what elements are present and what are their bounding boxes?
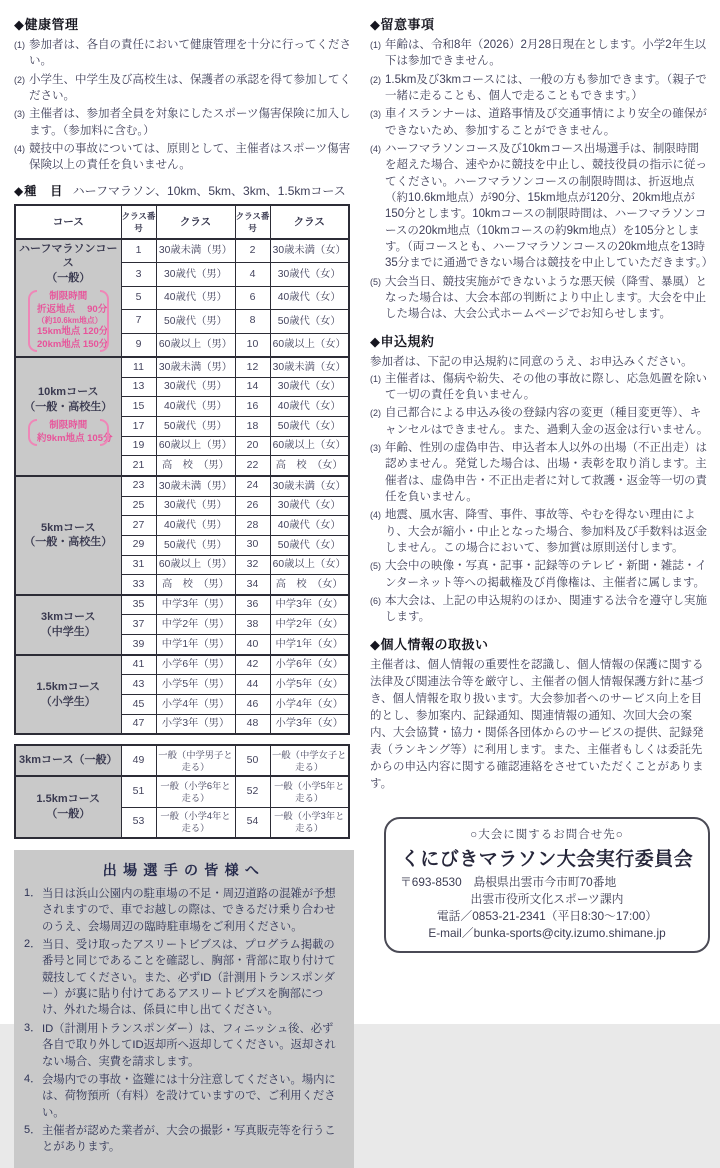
entrants-notice-box [14,850,354,1168]
class-number-cell: 32 [235,555,270,575]
class-number-cell: 8 [235,310,270,333]
health-items [14,37,354,174]
class-label-cell: 小学5年（女） [270,675,349,695]
class-number-cell: 40 [235,635,270,655]
table-row [15,655,349,675]
class-number-cell: 4 [235,263,270,286]
class-label-cell: 50歳代（女） [270,417,349,437]
terms-item [370,593,710,626]
class-table [14,204,350,736]
class-label-cell: 一般（中学男子と走る） [156,745,235,776]
class-label-cell: 小学4年（女） [270,695,349,715]
contact-postal-address: 〒693-8530 島根県出雲市今市町70番地 [400,874,617,889]
privacy-title: ◆個人情報の取扱い [370,636,489,652]
item-marker: (1) [370,40,381,50]
class-number-cell: 15 [121,397,156,417]
class-label-cell: 30歳未満（男） [156,239,235,263]
course-name: 3kmコース [41,610,96,623]
item-marker: (6) [370,595,381,606]
table-row [15,595,349,615]
class-number-cell: 2 [235,239,270,263]
time-limit-line: 15km地点 120分 [37,326,109,338]
notes-item [370,72,710,105]
item-marker: (2) [370,74,381,85]
class-number-cell: 28 [235,516,270,536]
class-label-cell: 中学2年（女） [270,615,349,635]
class-label-cell: 40歳代（女） [270,397,349,417]
class-number-cell: 21 [121,456,156,476]
class-number-cell: 54 [235,807,270,838]
time-limit-line: 折返地点 90分 [37,303,108,315]
class-number-cell: 48 [235,714,270,734]
item-text: ID（計測用トランスポンダー）は、フィニッシュ後、必ず各自で取り外してID返却所へ返却してください。返却されない場合、実費を請求します。 [42,1022,336,1068]
course-name: ハーフマラソンコース [19,242,118,270]
course-cell [15,776,121,837]
class-label-cell: 30歳代（女） [270,496,349,516]
table-row [15,239,349,263]
time-limit-title: 制限時間 [49,291,88,303]
class-number-cell: 7 [121,310,156,333]
class-label-cell: 高 校 （女） [270,575,349,595]
table-row [15,776,349,807]
notes-title: ◆留意事項 [370,17,435,32]
class-label-cell: 中学1年（男） [156,635,235,655]
health-item [14,72,354,105]
class-label-cell: 60歳以上（男） [156,555,235,575]
entrants-notice-item [24,1123,344,1156]
class-label-cell: 中学1年（女） [270,635,349,655]
class-label-cell: 30歳未満（男） [156,476,235,496]
class-label-cell: 高 校 （女） [270,456,349,476]
item-marker: (3) [14,109,25,120]
class-label-cell: 30歳代（男） [156,377,235,397]
class-label-cell: 一般（中学女子と走る） [270,745,349,776]
contact-email: E-mail／bunka-sports@city.izumo.shimane.jp [428,925,666,940]
course-subname: （小学生） [40,695,96,708]
class-label-cell: 30歳代（男） [156,263,235,286]
terms-item [370,558,710,591]
class-label-cell: 小学3年（女） [270,714,349,734]
contact-box [384,817,710,953]
class-number-cell: 19 [121,436,156,456]
table-row [15,476,349,496]
class-label-cell: 小学5年（男） [156,675,235,695]
course-cell [15,239,121,358]
class-number-cell: 33 [121,575,156,595]
class-label-cell: 一般（小学4年と走る） [156,807,235,838]
class-number-cell: 29 [121,535,156,555]
item-marker: (3) [370,109,381,120]
item-marker: (1) [14,40,25,50]
health-section [14,14,354,174]
entrants-notice-item [24,1021,344,1070]
terms-item [370,507,710,556]
notes-section [370,14,714,323]
health-item [14,106,354,139]
item-text: 1.5km及び3kmコースには、一般の方も参加できます。（親子で一緒に走ることも、個人で走ることもできます。） [385,73,707,102]
class-label-cell: 60歳以上（男） [156,436,235,456]
class-label-cell: 40歳代（男） [156,286,235,309]
class-label-cell: 小学4年（男） [156,695,235,715]
left-column [14,12,354,1154]
contact-organization: くにびきマラソン大会実行委員会 [400,848,694,870]
class-number-cell: 5 [121,286,156,309]
entrants-notice-items [24,886,344,1156]
item-marker: 4． [24,1072,42,1085]
table-row [15,745,349,776]
events-label: ◆種 目 [14,183,64,198]
class-number-cell: 50 [235,745,270,776]
class-label-cell: 小学3年（男） [156,714,235,734]
contact-title: ○大会に関するお問合せ先○ [470,828,624,841]
health-title: ◆健康管理 [14,17,79,32]
class-label-cell: 50歳代（男） [156,417,235,437]
health-item [14,37,354,70]
col-header-course: コース [15,205,121,239]
class-number-cell: 49 [121,745,156,776]
course-subname: （一般） [46,808,91,821]
class-number-cell: 31 [121,555,156,575]
class-label-cell: 30歳未満（男） [156,357,235,377]
item-marker: 3． [24,1021,42,1034]
class-number-cell: 53 [121,807,156,838]
entrants-notice-item [24,886,344,935]
item-text: 大会当日、競技実施ができないような悪天候（降雪、暴風）となった場合は、大会本部の判断により中止します。大会を中止した場合は、大会公式ホームページでお知らせします。 [385,275,707,321]
class-label-cell: 50歳代（男） [156,535,235,555]
item-text: 小学生、中学生及び高校生は、保護者の承認を得て参加してください。 [29,73,351,102]
class-number-cell: 46 [235,695,270,715]
class-label-cell: 中学3年（女） [270,595,349,615]
item-marker: (4) [370,143,381,154]
class-number-cell: 12 [235,357,270,377]
item-marker: (2) [14,74,25,85]
item-marker: (3) [370,442,381,453]
item-marker: (5) [370,561,381,572]
terms-item [370,405,710,438]
class-label-cell: 50歳代（男） [156,310,235,333]
class-label-cell: 中学3年（男） [156,595,235,615]
entrants-notice-item [24,1072,344,1121]
class-number-cell: 39 [121,635,156,655]
class-label-cell: 30歳代（女） [270,377,349,397]
item-marker: (4) [14,143,25,154]
class-table-header-row [15,205,349,239]
course-name: 3kmコース（一般） [19,754,118,767]
class-number-cell: 11 [121,357,156,377]
class-label-cell: 30歳代（女） [270,263,349,286]
col-header-class-2: クラス [270,205,349,239]
class-number-cell: 44 [235,675,270,695]
class-number-cell: 27 [121,516,156,536]
item-text: 本大会は、上記の申込規約のほか、関連する法令を遵守し実施します。 [385,594,707,624]
terms-intro: 参加者は、下記の申込規約に同意のうえ、お申込みください。 [370,355,693,368]
class-label-cell: 60歳以上（女） [270,436,349,456]
item-text: 年齢は、令和8年（2026）2月28日現在とします。小学2年生以下は参加できません。 [385,39,707,68]
class-label-cell: 60歳以上（女） [270,333,349,357]
time-limit-line: 20km地点 150分 [37,338,109,350]
events-text: ハーフマラソン、10km、5km、3km、1.5kmコース [72,183,346,198]
class-label-cell: 50歳代（女） [270,535,349,555]
class-label-cell: 40歳代（男） [156,397,235,417]
item-text: 競技中の事故については、原則として、主催者はスポーツ傷害保険以上の責任を負いません。 [29,142,351,172]
right-column [370,12,714,1014]
class-number-cell: 25 [121,496,156,516]
class-number-cell: 20 [235,436,270,456]
col-header-class: クラス [156,205,235,239]
class-number-cell: 9 [121,333,156,357]
class-number-cell: 6 [235,286,270,309]
class-label-cell: 30歳未満（女） [270,476,349,496]
class-number-cell: 51 [121,776,156,807]
course-subname: （一般・高校生） [24,536,113,549]
item-marker: (4) [370,510,381,521]
class-label-cell: 40歳代（女） [270,516,349,536]
course-cell [15,745,121,776]
col-header-class-number: クラス番号 [121,205,156,239]
terms-item [370,440,710,505]
class-number-cell: 43 [121,675,156,695]
entrants-notice-item [24,937,344,1019]
contact-address-2: 出雲市役所文化スポーツ課内 [470,891,624,906]
class-number-cell: 22 [235,456,270,476]
terms-item [370,371,710,404]
events-line [14,182,354,199]
course-subname: （中学生） [40,625,96,638]
item-text: 主催者は、参加者全員を対象にしたスポーツ傷害保険に加入します。（参加料に含む。） [29,108,351,137]
item-marker: (1) [370,373,381,384]
time-limit-line: 約9km地点 105分 [37,432,113,444]
class-label-cell: 一般（小学6年と走る） [156,776,235,807]
class-number-cell: 13 [121,377,156,397]
class-label-cell: 中学2年（男） [156,615,235,635]
general-class-table [14,744,350,838]
item-text: 車イスランナーは、道路事情及び交通事情により安全の確保ができないため、参加することができません。 [385,108,707,137]
class-number-cell: 18 [235,417,270,437]
item-text: 会場内での事故・盗難には十分注意してください。場内には、荷物預所（有料）を設けていますので、ご利用ください。 [42,1073,336,1119]
item-marker: 5． [24,1124,42,1137]
class-number-cell: 36 [235,595,270,615]
item-marker: (2) [370,408,381,419]
class-label-cell: 30歳未満（女） [270,357,349,377]
course-name: 1.5kmコース [36,793,101,806]
class-number-cell: 14 [235,377,270,397]
class-number-cell: 37 [121,615,156,635]
class-number-cell: 17 [121,417,156,437]
course-cell [15,476,121,595]
item-text: 年齢、性別の虚偽申告、申込者本人以外の出場（不正出走）は認めません。発覚した場合は、出場・表彰を取り消します。主催者は、虚偽申告・不正出走者に対して救護・返金等一切の責任を負いません。 [385,441,707,503]
class-number-cell: 16 [235,397,270,417]
notes-item [370,106,710,139]
item-marker: 2． [24,937,42,950]
class-label-cell: 一般（小学3年と走る） [270,807,349,838]
privacy-text: 主催者は、個人情報の重要性を認識し、個人情報の保護に関する法律及び関連法令等を厳守し、主催者の個人情報保護方針に基づき、個人情報を取り扱います。大会参加者へのサービス向上を目的とし、参加案内、記録通知、関連情報の通知、次回大会の案内、大会協賛・協力・関係各団体からのサービスの提供、記録発表（ランキング等）に利用します。また、主催者もしくは委託先からの申込内容に関する確認連絡をさせていただくことがあります。 [370,658,704,790]
class-number-cell: 23 [121,476,156,496]
item-text: 当日、受け取ったアスリートビブスは、プログラム掲載の番号と同じであることを確認し、胸部・背部に取り付けて競技してください。また、必ずID（計測用トランスポンダー）が裏に貼り付けてあるアスリートビブスを胸部につけ、外れた場合は、係員に申し出てください。 [42,938,336,1017]
course-subname: （一般） [46,272,91,285]
item-text: 自己都合による申込み後の登録内容の変更（種目変更等）、キャンセルはできません。また、過剰入金の返金は行いません。 [385,407,709,436]
class-label-cell: 一般（小学5年と走る） [270,776,349,807]
general-class-table-body [15,745,349,837]
class-number-cell: 24 [235,476,270,496]
course-name: 10kmコース [37,386,99,399]
time-limit-title: 制限時間 [49,419,88,431]
class-label-cell: 50歳代（女） [270,310,349,333]
class-label-cell: 40歳代（女） [270,286,349,309]
contact-phone: 電話／0853-21-2341（平日8:30〜17:00） [436,908,658,923]
terms-section [370,331,710,626]
course-cell [15,655,121,735]
class-label-cell: 高 校 （男） [156,456,235,476]
terms-items [370,371,710,626]
item-text: 地震、風水害、降雪、事件、事故等、やむを得ない理由により、大会が縮小・中止となった場合、参加料及び手数料は返金しません。この場合において、参加賞は原則送付します。 [385,509,707,554]
notes-items [370,37,714,323]
class-number-cell: 10 [235,333,270,357]
class-number-cell: 26 [235,496,270,516]
item-text: 当日は浜山公園内の駐車場の不足・周辺道路の混雑が予想されますので、車でお越しの際は、できるだけ乗り合わせのうえ、会場周辺の臨時駐車場をご利用ください。 [42,887,336,933]
item-marker: 1． [24,886,42,899]
class-number-cell: 52 [235,776,270,807]
item-text: 主催者は、傷病や紛失、その他の事故に際し、応急処置を除いて一切の責任を負いません。 [385,372,707,401]
class-number-cell: 3 [121,263,156,286]
notes-item [370,141,714,272]
class-label-cell: 60歳以上（女） [270,555,349,575]
course-cell [15,357,121,476]
time-limit-note [28,290,109,352]
class-label-cell: 40歳代（男） [156,516,235,536]
class-number-cell: 38 [235,615,270,635]
entrants-notice-title: 出場選手の皆様へ [102,861,266,878]
course-cell [15,595,121,655]
health-item [14,141,354,174]
terms-title: ◆申込規約 [370,333,435,349]
class-label-cell: 30歳未満（女） [270,239,349,263]
class-number-cell: 35 [121,595,156,615]
course-name: 1.5kmコース [36,680,101,693]
class-label-cell: 高 校 （男） [156,575,235,595]
privacy-section [370,634,710,793]
notes-item [370,274,710,323]
table-row [15,357,349,377]
class-number-cell: 34 [235,575,270,595]
class-label-cell: 小学6年（女） [270,655,349,675]
class-number-cell: 41 [121,655,156,675]
item-marker: (5) [370,276,381,287]
class-number-cell: 1 [121,239,156,263]
notes-item [370,37,710,70]
time-limit-note [28,419,113,446]
class-label-cell: 60歳以上（男） [156,333,235,357]
item-text: 主催者が認めた業者が、大会の撮影・写真販売等を行うことがあります。 [42,1125,336,1154]
course-name: 5kmコース [41,521,96,534]
time-limit-line: （約10.6km地点） [37,316,103,326]
class-label-cell: 30歳代（男） [156,496,235,516]
class-number-cell: 45 [121,695,156,715]
class-number-cell: 42 [235,655,270,675]
col-header-class-number-2: クラス番号 [235,205,270,239]
item-text: 大会中の映像・写真・記事・記録等のテレビ・新聞・雑誌・インターネット等への掲載権及び肖像権は、主催者に属します。 [385,560,707,589]
item-text: 参加者は、各自の責任において健康管理を十分に行ってください。 [29,39,351,68]
class-label-cell: 小学6年（男） [156,655,235,675]
course-subname: （一般・高校生） [24,400,113,413]
class-number-cell: 30 [235,535,270,555]
item-text: ハーフマラソンコース及び10kmコース出場選手は、制限時間を超えた場合、速やかに競技を中止し、競技役員の指示に従ってください。ハーフマラソンコースの制限時間は、折返地点（約10.6km地点）が90分、15km地点が120分、20km地点が150分とします。10kmコースの制限時間は、ハーフマラソンコースの20km地点（10kmコースの約9km地点）を105分とします。（両コースとも、ハーフマラソンコースの20km地点を13時35分までに通過できない場合は競技を中止していただきます。） [385,142,714,270]
class-number-cell: 47 [121,714,156,734]
class-table-body [15,239,349,735]
